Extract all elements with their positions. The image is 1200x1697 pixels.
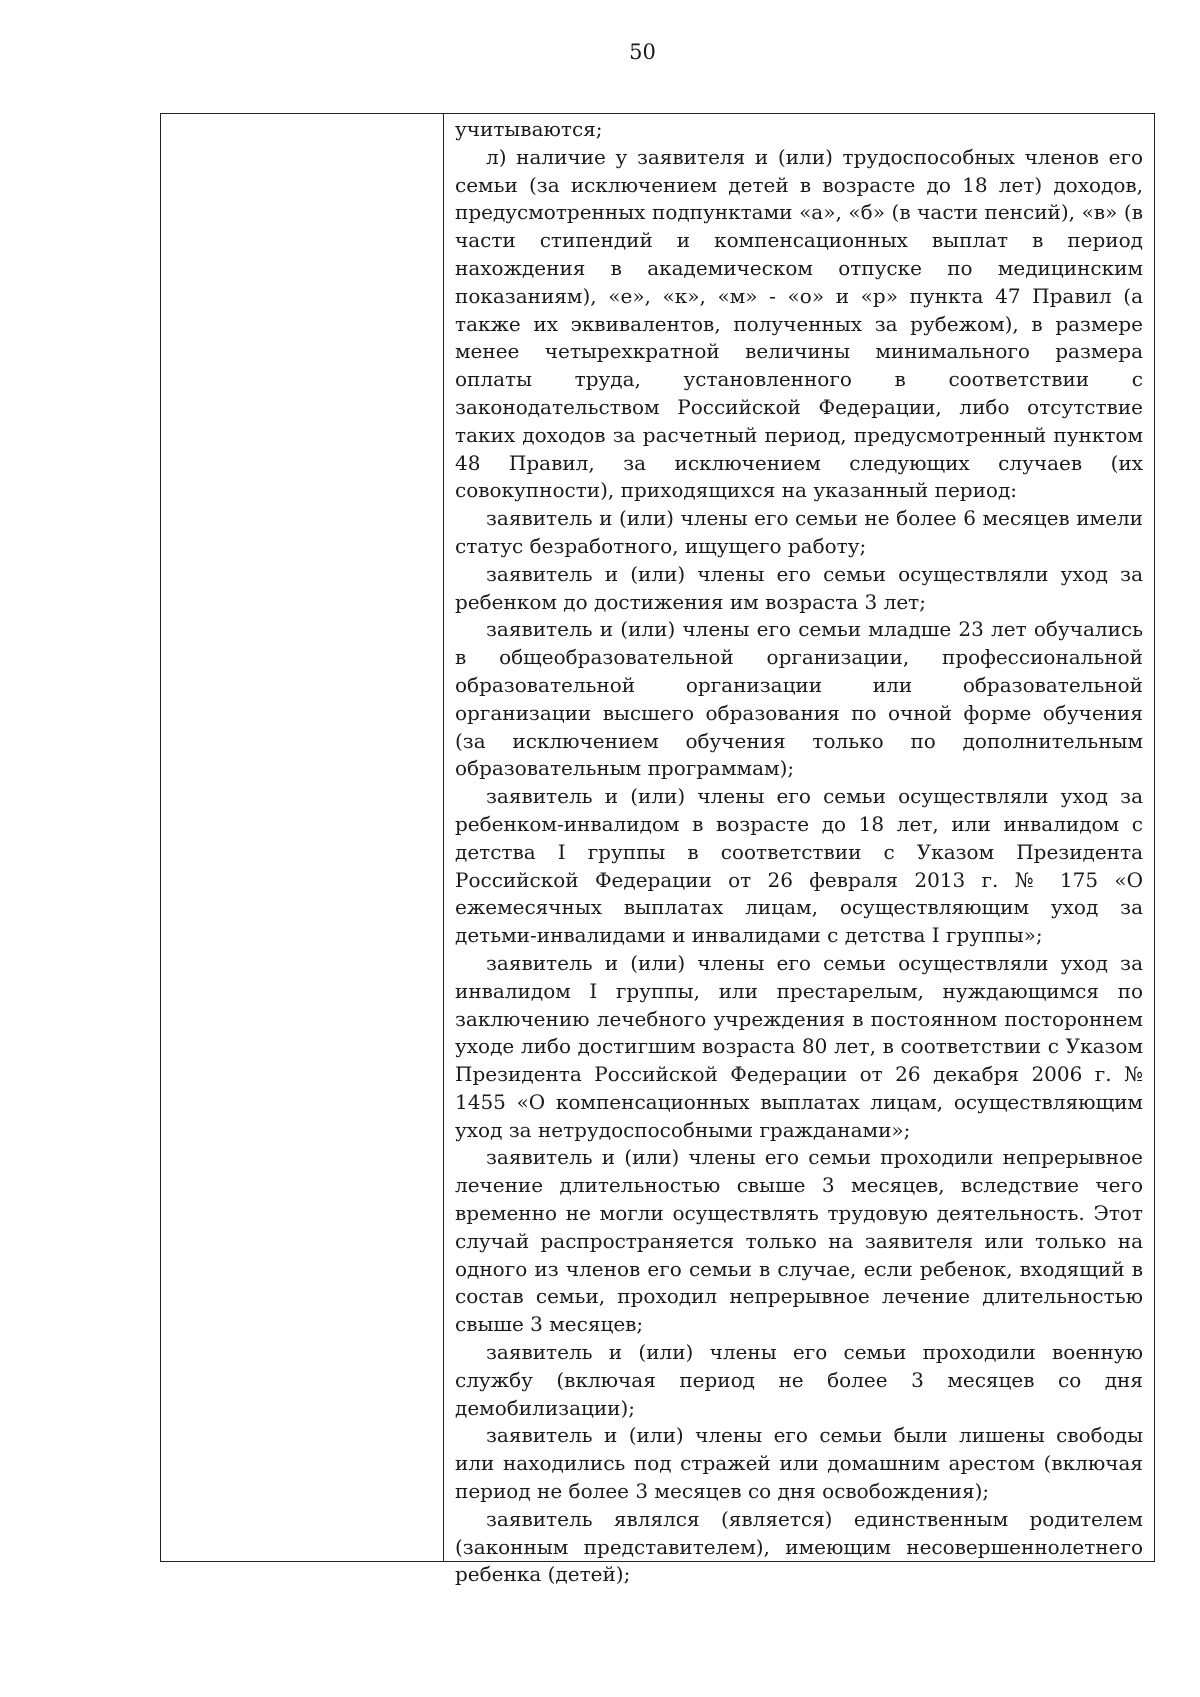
table-left-cell xyxy=(161,114,444,1561)
paragraph-exception-disabled-child-care: заявитель и (или) члены его семьи осуществляли уход за ребенком-инвалидом в возрасте до 18 лет, или инвалидом с детства I группы в соответствии с Указом Президента Российской Федерации от 26 февраля 2013 г. № 175 «О ежемесячных выплатах лицам, осуществляющим уход за детьми-инвалидами и инвалидами с детства I группы»; xyxy=(455,784,1143,948)
paragraph-exception-imprisonment: заявитель и (или) члены его семьи были лишены свободы или находились под стражей или домашним арестом (включая период не более 3 месяцев со дня освобождения); xyxy=(455,1423,1143,1504)
paragraph-exception-single-parent: заявитель являлся (является) единственным родителем (законным представителем), имеющим несовершеннолетнего ребенка (детей); xyxy=(455,1506,1143,1587)
paragraph-exception-disabled-elderly-care: заявитель и (или) члены его семьи осуществляли уход за инвалидом I группы, или престарелым, нуждающимся по заключению лечебного учреждения в постоянном постороннем уходе либо достигшим возраста 80 лет, в соответствии с Указом Президента Российской Федерации от 26 декабря 2006 г. № 1455 «О компенсационных выплатах лицам, осуществляющим уход за нетрудоспособными гражданами»; xyxy=(455,950,1143,1142)
paragraph-continuation: учитываются; xyxy=(455,117,603,141)
document-table xyxy=(160,113,1155,1587)
paragraph-exception-students: заявитель и (или) члены его семьи младше 23 лет обучались в общеобразовательной организации, профессиональной образовательной организации или образовательной организации высшего образования по очной форме обучения (за исключением обучения только по дополнительным образовательным программам); xyxy=(455,617,1143,781)
page-number: 50 xyxy=(629,40,656,64)
paragraph-exception-military-service: заявитель и (или) члены его семьи проходили военную службу (включая период не более 3 месяцев со дня демобилизации); xyxy=(455,1340,1143,1420)
paragraph-exception-childcare: заявитель и (или) члены его семьи осуществляли уход за ребенком до достижения им возраста 3 лет; xyxy=(455,561,1143,614)
paragraph-exception-medical-treatment: заявитель и (или) члены его семьи проходили непрерывное лечение длительностью свыше 3 месяцев, вследствие чего временно не могли осуществлять трудовую деятельность. Этот случай распространяется только на заявителя или только на одного из членов его семьи в случае, если ребенок, входящий в состав семьи, проходил непрерывное лечение длительностью свыше 3 месяцев; xyxy=(455,1145,1143,1337)
table-right-cell xyxy=(444,114,1154,1587)
paragraph-exception-unemployed: заявитель и (или) члены его семьи не более 6 месяцев имели статус безработного, ищущего работу; xyxy=(455,506,1143,558)
paragraph-item-l: л) наличие у заявителя и (или) трудоспособных членов его семьи (за исключением детей в возрасте до 18 лет) доходов, предусмотренных подпунктами «а», «б» (в части пенсий), «в» (в части стипендий и компенсационных выплат в период нахождения в академическом отпуске по медицинским показаниям), «е», «к», «м» - «о» и «р» пункта 47 Правил (а также их эквивалентов, полученных за рубежом), в размере менее четырехкратной величины минимального размера оплаты труда, установленного в соответствии с законодательством Российской Федерации, либо отсутствие таких доходов за расчетный период, предусмотренный пунктом 48 Правил, за исключением следующих случаев (их совокупности), приходящихся на указанный период: xyxy=(455,144,1143,503)
